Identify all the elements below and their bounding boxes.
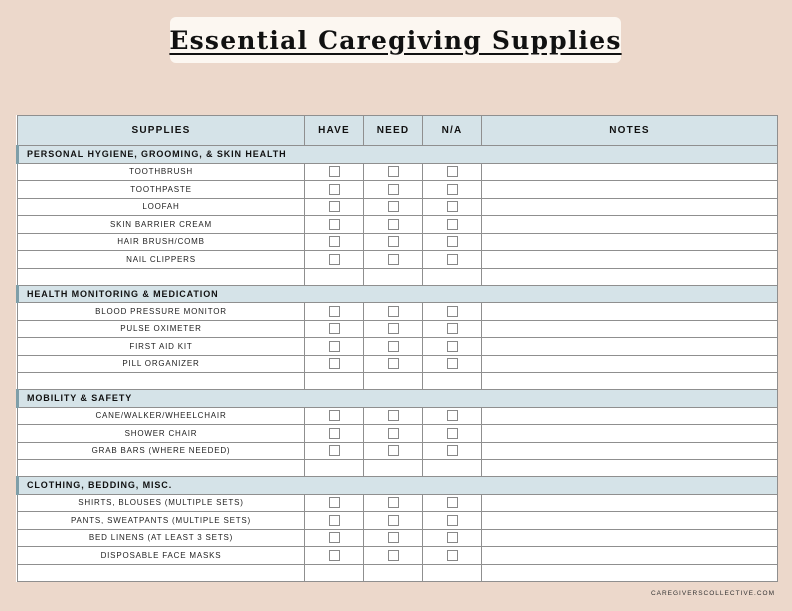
- title-box: [170, 17, 621, 63]
- blank-cell: [364, 564, 423, 581]
- section-header-row: [18, 285, 778, 303]
- na-cell: [423, 181, 482, 199]
- notes-cell[interactable]: [482, 529, 778, 547]
- have-checkbox[interactable]: [329, 184, 340, 195]
- na-cell: [423, 547, 482, 565]
- need-checkbox[interactable]: [388, 445, 399, 456]
- table-row: [18, 338, 778, 356]
- need-cell: [364, 529, 423, 547]
- section-heading: PERSONAL HYGIENE, GROOMING, & SKIN HEALTH: [18, 146, 778, 164]
- notes-cell[interactable]: [482, 547, 778, 565]
- blank-cell: [423, 460, 482, 477]
- need-checkbox[interactable]: [388, 254, 399, 265]
- notes-cell[interactable]: [482, 303, 778, 321]
- need-checkbox[interactable]: [388, 201, 399, 212]
- supply-item-label: SHIRTS, BLOUSES (MULTIPLE SETS): [18, 494, 305, 512]
- need-checkbox[interactable]: [388, 410, 399, 421]
- need-checkbox[interactable]: [388, 341, 399, 352]
- supply-item-label: DISPOSABLE FACE MASKS: [18, 547, 305, 565]
- na-checkbox[interactable]: [447, 323, 458, 334]
- column-header-na: N/A: [423, 116, 482, 146]
- na-cell: [423, 355, 482, 373]
- table-row: [18, 512, 778, 530]
- na-checkbox[interactable]: [447, 532, 458, 543]
- table-row: [18, 407, 778, 425]
- notes-cell[interactable]: [482, 338, 778, 356]
- have-checkbox[interactable]: [329, 254, 340, 265]
- notes-cell[interactable]: [482, 355, 778, 373]
- have-cell: [305, 216, 364, 234]
- need-cell: [364, 251, 423, 269]
- have-cell: [305, 512, 364, 530]
- na-checkbox[interactable]: [447, 254, 458, 265]
- column-header-supplies: SUPPLIES: [18, 116, 305, 146]
- notes-cell[interactable]: [482, 442, 778, 460]
- supply-item-label: SHOWER CHAIR: [18, 425, 305, 443]
- na-cell: [423, 303, 482, 321]
- have-cell: [305, 251, 364, 269]
- have-checkbox[interactable]: [329, 410, 340, 421]
- page-title: Essential Caregiving Supplies: [169, 25, 622, 55]
- blank-cell: [305, 460, 364, 477]
- table-row: [18, 181, 778, 199]
- supplies-checklist-table: [16, 115, 778, 582]
- need-checkbox[interactable]: [388, 497, 399, 508]
- blank-row: [18, 373, 778, 390]
- blank-cell: [423, 373, 482, 390]
- na-checkbox[interactable]: [447, 166, 458, 177]
- na-cell: [423, 338, 482, 356]
- need-cell: [364, 198, 423, 216]
- blank-row: [18, 268, 778, 285]
- supply-item-label: TOOTHBRUSH: [18, 163, 305, 181]
- need-cell: [364, 355, 423, 373]
- section-heading: HEALTH MONITORING & MEDICATION: [18, 285, 778, 303]
- na-cell: [423, 233, 482, 251]
- have-cell: [305, 494, 364, 512]
- notes-cell[interactable]: [482, 320, 778, 338]
- supply-item-label: BLOOD PRESSURE MONITOR: [18, 303, 305, 321]
- na-checkbox[interactable]: [447, 184, 458, 195]
- need-cell: [364, 303, 423, 321]
- need-cell: [364, 338, 423, 356]
- table-row: [18, 425, 778, 443]
- table-row: [18, 163, 778, 181]
- need-checkbox[interactable]: [388, 166, 399, 177]
- need-checkbox[interactable]: [388, 550, 399, 561]
- notes-cell[interactable]: [482, 251, 778, 269]
- have-checkbox[interactable]: [329, 306, 340, 317]
- need-checkbox[interactable]: [388, 428, 399, 439]
- table-row: [18, 216, 778, 234]
- have-cell: [305, 198, 364, 216]
- blank-cell[interactable]: [18, 564, 305, 581]
- table-row: [18, 494, 778, 512]
- notes-cell[interactable]: [482, 233, 778, 251]
- have-cell: [305, 181, 364, 199]
- notes-cell[interactable]: [482, 512, 778, 530]
- need-cell: [364, 320, 423, 338]
- blank-cell: [364, 268, 423, 285]
- na-cell: [423, 494, 482, 512]
- blank-row: [18, 564, 778, 581]
- na-cell: [423, 216, 482, 234]
- have-checkbox[interactable]: [329, 219, 340, 230]
- need-checkbox[interactable]: [388, 515, 399, 526]
- column-header-have: HAVE: [305, 116, 364, 146]
- na-cell: [423, 320, 482, 338]
- have-cell: [305, 163, 364, 181]
- have-checkbox[interactable]: [329, 550, 340, 561]
- notes-cell[interactable]: [482, 494, 778, 512]
- need-cell: [364, 494, 423, 512]
- na-checkbox[interactable]: [447, 410, 458, 421]
- supply-item-label: PILL ORGANIZER: [18, 355, 305, 373]
- blank-cell[interactable]: [18, 460, 305, 477]
- notes-cell[interactable]: [482, 425, 778, 443]
- column-header-need: NEED: [364, 116, 423, 146]
- section-header-row: [18, 146, 778, 164]
- have-cell: [305, 233, 364, 251]
- need-cell: [364, 181, 423, 199]
- have-checkbox[interactable]: [329, 497, 340, 508]
- need-checkbox[interactable]: [388, 323, 399, 334]
- supply-item-label: SKIN BARRIER CREAM: [18, 216, 305, 234]
- notes-cell[interactable]: [482, 216, 778, 234]
- have-checkbox[interactable]: [329, 201, 340, 212]
- supply-item-label: PANTS, SWEATPANTS (MULTIPLE SETS): [18, 512, 305, 530]
- have-checkbox[interactable]: [329, 323, 340, 334]
- na-checkbox[interactable]: [447, 341, 458, 352]
- have-checkbox[interactable]: [329, 515, 340, 526]
- section-header-row: [18, 390, 778, 408]
- table-row: [18, 442, 778, 460]
- na-checkbox[interactable]: [447, 515, 458, 526]
- have-checkbox[interactable]: [329, 236, 340, 247]
- blank-cell: [305, 564, 364, 581]
- na-cell: [423, 425, 482, 443]
- na-checkbox[interactable]: [447, 236, 458, 247]
- supply-item-label: NAIL CLIPPERS: [18, 251, 305, 269]
- supply-item-label: GRAB BARS (WHERE NEEDED): [18, 442, 305, 460]
- have-checkbox[interactable]: [329, 358, 340, 369]
- have-cell: [305, 425, 364, 443]
- supply-item-label: PULSE OXIMETER: [18, 320, 305, 338]
- header-row: [18, 116, 778, 146]
- need-cell: [364, 425, 423, 443]
- section-header-row: [18, 477, 778, 495]
- supply-item-label: FIRST AID KIT: [18, 338, 305, 356]
- blank-cell[interactable]: [482, 564, 778, 581]
- notes-cell[interactable]: [482, 181, 778, 199]
- table-row: [18, 233, 778, 251]
- need-cell: [364, 163, 423, 181]
- need-checkbox[interactable]: [388, 358, 399, 369]
- table-row: [18, 251, 778, 269]
- table-row: [18, 198, 778, 216]
- na-checkbox[interactable]: [447, 445, 458, 456]
- supply-item-label: CANE/WALKER/WHEELCHAIR: [18, 407, 305, 425]
- section-heading: CLOTHING, BEDDING, MISC.: [18, 477, 778, 495]
- column-header-notes: NOTES: [482, 116, 778, 146]
- na-checkbox[interactable]: [447, 428, 458, 439]
- na-checkbox[interactable]: [447, 497, 458, 508]
- blank-cell[interactable]: [482, 460, 778, 477]
- need-cell: [364, 442, 423, 460]
- table-row: [18, 303, 778, 321]
- have-checkbox[interactable]: [329, 532, 340, 543]
- na-cell: [423, 529, 482, 547]
- need-cell: [364, 233, 423, 251]
- na-checkbox[interactable]: [447, 306, 458, 317]
- need-cell: [364, 216, 423, 234]
- have-cell: [305, 407, 364, 425]
- blank-cell: [423, 564, 482, 581]
- blank-cell: [364, 373, 423, 390]
- na-cell: [423, 512, 482, 530]
- need-cell: [364, 512, 423, 530]
- blank-cell[interactable]: [18, 268, 305, 285]
- need-checkbox[interactable]: [388, 219, 399, 230]
- have-cell: [305, 338, 364, 356]
- na-cell: [423, 251, 482, 269]
- blank-cell: [305, 373, 364, 390]
- footer-website: CAREGIVERSCOLLECTIVE.COM: [650, 590, 775, 597]
- blank-row: [18, 460, 778, 477]
- blank-cell[interactable]: [482, 373, 778, 390]
- have-checkbox[interactable]: [329, 166, 340, 177]
- need-checkbox[interactable]: [388, 184, 399, 195]
- blank-cell: [305, 268, 364, 285]
- need-checkbox[interactable]: [388, 306, 399, 317]
- have-checkbox[interactable]: [329, 445, 340, 456]
- supply-item-label: BED LINENS (AT LEAST 3 SETS): [18, 529, 305, 547]
- have-cell: [305, 303, 364, 321]
- supply-item-label: TOOTHPASTE: [18, 181, 305, 199]
- notes-cell[interactable]: [482, 198, 778, 216]
- need-checkbox[interactable]: [388, 532, 399, 543]
- na-cell: [423, 442, 482, 460]
- blank-cell[interactable]: [18, 373, 305, 390]
- have-cell: [305, 529, 364, 547]
- na-checkbox[interactable]: [447, 550, 458, 561]
- na-checkbox[interactable]: [447, 201, 458, 212]
- na-checkbox[interactable]: [447, 358, 458, 369]
- notes-cell[interactable]: [482, 163, 778, 181]
- have-checkbox[interactable]: [329, 341, 340, 352]
- supply-item-label: LOOFAH: [18, 198, 305, 216]
- na-checkbox[interactable]: [447, 219, 458, 230]
- blank-cell: [364, 460, 423, 477]
- table-row: [18, 320, 778, 338]
- have-cell: [305, 355, 364, 373]
- need-cell: [364, 547, 423, 565]
- na-cell: [423, 198, 482, 216]
- have-checkbox[interactable]: [329, 428, 340, 439]
- blank-cell: [423, 268, 482, 285]
- table-row: [18, 529, 778, 547]
- table-row: [18, 355, 778, 373]
- notes-cell[interactable]: [482, 407, 778, 425]
- na-cell: [423, 407, 482, 425]
- have-cell: [305, 547, 364, 565]
- have-cell: [305, 442, 364, 460]
- section-heading: MOBILITY & SAFETY: [18, 390, 778, 408]
- have-cell: [305, 320, 364, 338]
- na-cell: [423, 163, 482, 181]
- blank-cell[interactable]: [482, 268, 778, 285]
- need-checkbox[interactable]: [388, 236, 399, 247]
- need-cell: [364, 407, 423, 425]
- supply-item-label: HAIR BRUSH/COMB: [18, 233, 305, 251]
- table-row: [18, 547, 778, 565]
